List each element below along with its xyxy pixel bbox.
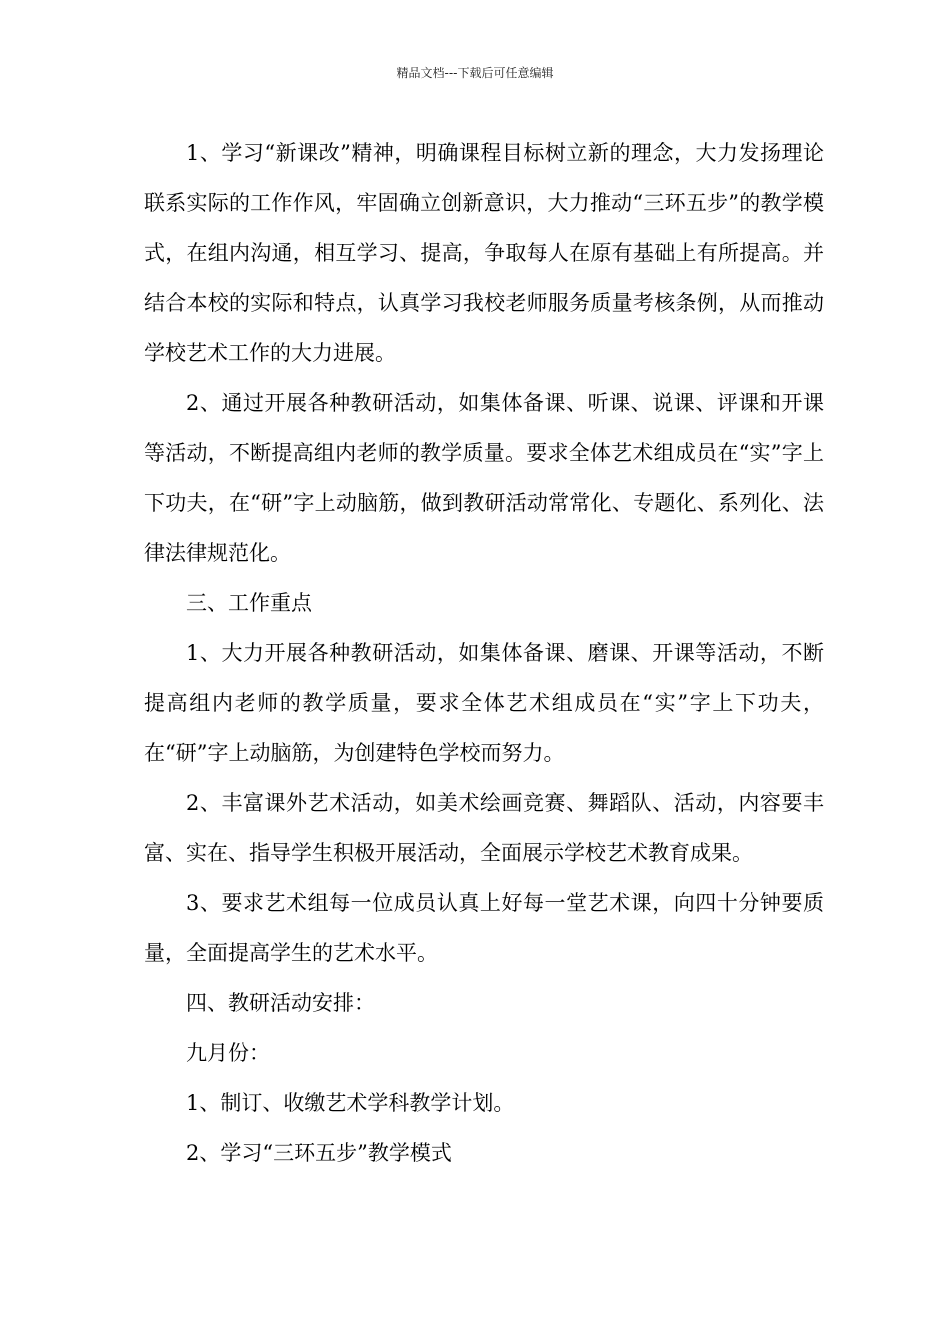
month-label-september: 九月份： (186, 1041, 270, 1065)
paragraph-focus-3: 3、要求艺术组每一位成员认真上好每一堂艺术课，向四十分钟要质量，全面提高学生的艺术水平。 (144, 891, 824, 965)
schedule-item-1: 1、制订、收缴艺术学科教学计划。 (186, 1091, 515, 1115)
section-heading-schedule: 四、教研活动安排： (186, 991, 375, 1015)
paragraph-study-new-curriculum: 1、学习“新课改”精神，明确课程目标树立新的理念，大力发扬理论联系实际的工作作风，牢固确立创新意识，大力推动“三环五步”的教学模式，在组内沟通，相互学习、提高，争取每人在原有基础上有所提高。并结合本校的实际和特点，认真学习我校老师服务质量考核条例，从而推动学校艺术工作的大力进展。 (144, 141, 824, 365)
page-header: 精品文档---下载后可任意编辑 (396, 66, 554, 80)
section-heading-work-focus: 三、工作重点 (186, 591, 312, 615)
schedule-item-2: 2、学习“三环五步”教学模式 (186, 1141, 452, 1165)
document-body (144, 128, 824, 1178)
paragraph-focus-1: 1、大力开展各种教研活动，如集体备课、磨课、开课等活动，不断提高组内老师的教学质量，要求全体艺术组成员在“实”字上下功夫，在“研”字上动脑筋，为创建特色学校而努力。 (144, 641, 824, 765)
paragraph-teaching-research: 2、通过开展各种教研活动，如集体备课、听课、说课、评课和开课等活动，不断提高组内老师的教学质量。要求全体艺术组成员在“实”字上下功夫，在“研”字上动脑筋，做到教研活动常常化、专题化、系列化、法律法律规范化。 (144, 391, 824, 565)
paragraph-focus-2: 2、丰富课外艺术活动，如美术绘画竞赛、舞蹈队、活动，内容要丰富、实在、指导学生积极开展活动，全面展示学校艺术教育成果。 (144, 791, 824, 865)
